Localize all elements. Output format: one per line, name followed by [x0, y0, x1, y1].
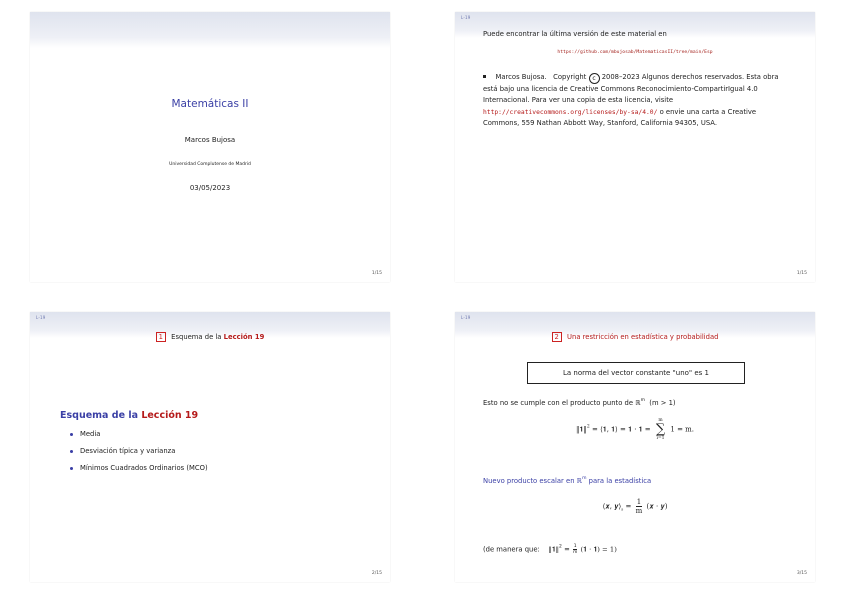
lecture-tag: L-19 — [461, 15, 471, 20]
list-item: Mínimos Cuadrados Ordinarios (MCO) — [70, 464, 208, 481]
frame-title-prefix: Esquema de la — [171, 333, 222, 341]
presentation-title: Matemáticas II — [171, 98, 249, 110]
eq3-lhs: ‖𝟏‖ — [548, 545, 560, 554]
eq3-square: 2 — [559, 544, 562, 550]
remark-condition: (m > 1) — [649, 399, 676, 407]
summation — [656, 418, 665, 441]
small-fraction — [573, 544, 577, 555]
license-text-1: Algunos derechos reservados. Esta obra está bajo una licencia de Creative Commons Reconocimiento-CompartirIgual 4.0 Internacional. Para ver una copia de esta licencia, visite — [483, 73, 779, 105]
eq1-lhs: ‖𝟏‖ — [575, 425, 587, 434]
frame-title-text: Una restricción en estadística y probabilidad — [567, 333, 719, 341]
page-number: 2/15 — [371, 571, 382, 576]
author-name: Marcos Bujosa — [184, 136, 236, 144]
cc-license-icon — [483, 75, 486, 78]
license-author: Marcos Bujosa. — [495, 73, 547, 81]
consequence-equation — [483, 544, 617, 555]
slide-restriction — [455, 312, 815, 582]
page-number: 1/15 — [371, 271, 382, 276]
eq3-rhs: (𝟏 · 𝟏) = 1) — [580, 545, 617, 554]
copyright-years: 2008–2023 — [601, 73, 640, 81]
real-space-symbol: ℝ — [635, 399, 641, 407]
outline-block-lesson: Lección 19 — [141, 410, 199, 421]
list-item: Media — [70, 430, 208, 447]
slide-outline — [30, 312, 390, 582]
norm-equation — [455, 418, 815, 454]
eq1-middle: = ⟨𝟏, 𝟏⟩ = 𝟏 · 𝟏 = — [591, 425, 651, 434]
frame-number-box[interactable]: 2 — [552, 332, 562, 342]
real-space-exponent: m — [582, 476, 587, 481]
lecture-tag: L-19 — [36, 315, 46, 320]
statistical-inner-product-equation — [455, 498, 815, 515]
small-fraction-numerator: 1 — [573, 544, 577, 549]
real-space-symbol: ℝ — [576, 477, 583, 485]
frame-title-lesson: Lección 19 — [223, 333, 265, 341]
slide-title — [30, 12, 390, 282]
license-text-2: o envie una carta a Creative Commons, 559 Nathan Abbott Way, Stanford, California 94305, USA. — [483, 107, 757, 127]
eq3-prefix: (de manera que: — [483, 545, 540, 554]
presentation-date: 03/05/2023 — [189, 184, 231, 192]
eq1-rhs: 1 = m. — [670, 425, 695, 434]
eq2-rhs: (𝒙 · 𝒚) — [646, 502, 668, 511]
copyright-icon: c — [589, 73, 600, 84]
list-item: Desviación típica y varianza — [70, 447, 208, 464]
slide-header-band — [30, 12, 390, 48]
material-intro-text: Puede encontrar la última versión de este material en — [483, 30, 667, 38]
eq1-square: 2 — [586, 424, 590, 430]
sum-lower-limit: i=1 — [656, 436, 665, 441]
page-number: 3/15 — [796, 571, 807, 576]
heading-tail: para la estadística — [588, 477, 652, 485]
real-space-exponent: m — [640, 398, 645, 403]
github-link[interactable]: https://github.com/mbujosab/MatematicasII/tree/main/Esp — [557, 50, 713, 55]
remark-text: Esto no se cumple con el producto punto de — [483, 399, 634, 407]
outline-block-prefix: Esquema de la — [60, 410, 138, 421]
dot-product-remark — [483, 398, 676, 407]
sum-symbol: ∑ — [655, 422, 666, 437]
copyright-word: Copyright — [553, 73, 587, 81]
fraction — [636, 498, 643, 515]
frame-title — [30, 332, 390, 342]
eq3-equals: = — [564, 545, 570, 554]
slide-license — [455, 12, 815, 282]
page-number: 1/15 — [796, 271, 807, 276]
frame-number-box[interactable]: 1 — [156, 332, 166, 342]
fraction-numerator: 1 — [636, 498, 642, 506]
eq2-lhs: ⟨𝒙, 𝒚⟩ — [602, 502, 622, 511]
eq2-equals: = — [625, 502, 632, 511]
sum-upper-limit: m — [658, 418, 663, 423]
eq2-subscript: s — [621, 506, 624, 512]
outline-list — [70, 430, 208, 481]
license-paragraph — [483, 72, 793, 129]
license-link[interactable]: http://creativecommons.org/licenses/by-sa/4.0/ — [483, 108, 658, 116]
lecture-tag: L-19 — [461, 315, 471, 320]
outline-block-title — [60, 410, 198, 421]
small-fraction-denominator: m — [572, 550, 578, 555]
frame-title — [455, 332, 815, 342]
boxed-statement: La norma del vector constante "uno" es 1 — [527, 362, 745, 384]
institution-name: Universidad Complutense de Madrid — [169, 162, 251, 167]
heading-text: Nuevo producto escalar en — [483, 477, 575, 485]
new-inner-product-heading — [483, 476, 651, 485]
fraction-denominator: m — [635, 507, 643, 515]
